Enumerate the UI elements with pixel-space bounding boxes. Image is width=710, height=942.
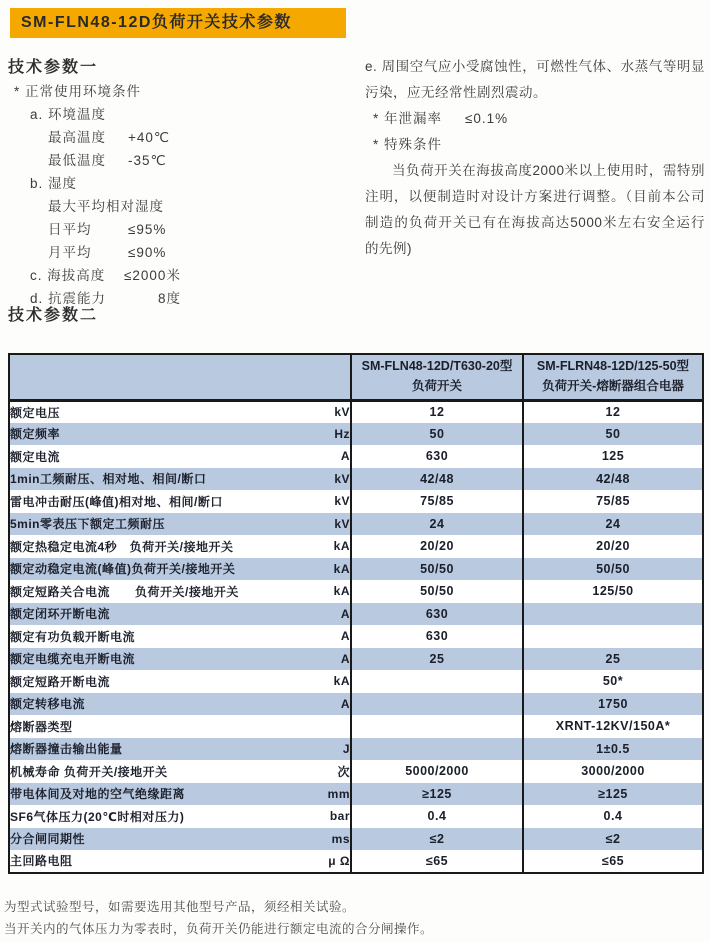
param-name: 1min工频耐压、相对地、相间/断口 [9, 468, 299, 491]
param-name: 额定电缆充电开断电流 [9, 648, 299, 671]
item-label: d. 抗震能力 [30, 291, 107, 306]
param-unit: ms [299, 828, 351, 851]
value-fuse-combo: 12 [523, 400, 703, 423]
param-unit: mm [299, 783, 351, 806]
value-load-switch: 630 [351, 445, 523, 468]
value-fuse-combo: 50/50 [523, 558, 703, 581]
paragraph-ambient-air: e. 周围空气应小受腐蚀性，可燃性气体、水蒸气等明显污染，应无经常性剧烈震动。 [365, 59, 705, 100]
value-load-switch: ≤2 [351, 828, 523, 851]
value-fuse-combo: 125/50 [523, 580, 703, 603]
param-name: 额定电压 [10, 405, 61, 420]
value-fuse-combo: 0.4 [523, 805, 703, 828]
item-label: 最高温度 [48, 130, 106, 145]
param-unit [299, 715, 351, 738]
param-name: 雷电冲击耐压(峰值)相对地、相间/断口 [10, 494, 223, 509]
param-name: 熔断器撞击输出能量 [9, 738, 299, 761]
header-model-line: SM-FLN48-12D/T630-20型 [361, 359, 513, 374]
table-row [9, 423, 703, 446]
table-row [9, 715, 703, 738]
table-row [9, 805, 703, 828]
value-load-switch [351, 670, 523, 693]
param-unit: A [299, 603, 351, 626]
section-heading-params-2: 技术参数二 [8, 307, 99, 324]
value-fuse-combo: 1±0.5 [523, 738, 703, 761]
value-fuse-combo: 42/48 [523, 468, 703, 491]
value-fuse-combo [523, 625, 703, 648]
param-name: 额定闭环开断电流 [9, 603, 299, 626]
table-row [9, 468, 703, 491]
table-row [9, 850, 703, 873]
value-load-switch [351, 715, 523, 738]
table-row [9, 625, 703, 648]
section-heading-params-1: 技术参数一 [8, 59, 99, 76]
param-name: 5min零表压下额定工频耐压 [9, 513, 299, 536]
value-fuse-combo: XRNT-12KV/150A* [523, 715, 703, 738]
param-name: 带电体间及对地的空气绝缘距离 [9, 783, 299, 806]
footnote: 当开关内的气体压力为零表时，负荷开关仍能进行额定电流的合分闸操作。 [4, 922, 434, 936]
list-item [10, 264, 360, 287]
item-value: ≤90% [128, 245, 167, 260]
param-unit: bar [329, 809, 350, 824]
param-unit: kV [334, 405, 350, 419]
param-unit: kV [299, 468, 351, 491]
param-name: SF6气体压力(20℃时相对压力) [10, 809, 185, 824]
item-value: ≤95% [128, 222, 167, 237]
value-load-switch: 50/50 [351, 580, 523, 603]
param-name: 分合闸同期性 [9, 828, 299, 851]
item-label: 日平均 [48, 222, 92, 237]
value-fuse-combo: ≥125 [523, 783, 703, 806]
value-fuse-combo [523, 603, 703, 626]
env-conditions-notes [365, 54, 705, 262]
item-label: 月平均 [48, 245, 92, 260]
paragraph-special-conditions: 当负荷开关在海拔高度2000米以上使用时，需特别注明，以便制造时对设计方案进行调整。（目前本公司制造的负荷开关已有在海拔高达5000米左右安全运行的先例) [365, 163, 705, 256]
list-item [10, 126, 360, 149]
header-model-line: SM-FLRN48-12D/125-50型 [536, 359, 690, 374]
table-row [9, 648, 703, 671]
special-conditions-label: * 特殊条件 [373, 137, 443, 152]
value-fuse-combo: 20/20 [523, 535, 703, 558]
param-unit: μ Ω [328, 853, 350, 868]
table-row [9, 783, 703, 806]
param-name: 额定频率 [9, 423, 299, 446]
param-unit: kA [333, 539, 350, 554]
list-item [10, 149, 360, 172]
param-name: 额定短路开断电流 [10, 674, 111, 689]
table-row [9, 513, 703, 536]
value-load-switch [351, 693, 523, 716]
value-fuse-combo: 1750 [523, 693, 703, 716]
table-row [9, 828, 703, 851]
footnote: 为型式试验型号，如需要选用其他型号产品，须经相关试验。 [4, 900, 356, 914]
header-type-line: 负荷开关-熔断器组合电器 [542, 378, 684, 393]
value-fuse-combo: 25 [523, 648, 703, 671]
footnotes [4, 896, 433, 940]
param-unit: 次 [337, 764, 350, 779]
param-unit: kA [333, 674, 350, 689]
item-label: c. 海拔高度 [30, 268, 106, 283]
value-load-switch: 50/50 [351, 558, 523, 581]
value-load-switch: 20/20 [351, 535, 523, 558]
table-row [9, 738, 703, 761]
value-fuse-combo: ≤65 [523, 850, 703, 873]
header-empty-cell [9, 354, 351, 400]
env-conditions-list [10, 80, 360, 310]
table-row [9, 490, 703, 513]
param-unit: kA [333, 584, 350, 599]
list-item: * 正常使用环境条件 [14, 84, 142, 99]
list-item [10, 103, 360, 126]
param-unit: A [299, 648, 351, 671]
value-load-switch [351, 738, 523, 761]
value-load-switch: 75/85 [351, 490, 523, 513]
list-item [10, 241, 360, 264]
header-type-line: 负荷开关 [411, 378, 462, 393]
value-load-switch: 630 [351, 603, 523, 626]
value-load-switch: 0.4 [351, 805, 523, 828]
table-row [9, 670, 703, 693]
item-label: 最低温度 [48, 153, 106, 168]
value-fuse-combo: 75/85 [523, 490, 703, 513]
list-item [10, 172, 360, 195]
value-fuse-combo: 24 [523, 513, 703, 536]
param-unit: J [299, 738, 351, 761]
item-value: 8度 [158, 291, 182, 306]
list-item [10, 218, 360, 241]
header-col-fuse-combo [523, 354, 703, 400]
param-name: 机械寿命 负荷开关/接地开关 [10, 764, 168, 779]
value-load-switch: 50 [351, 423, 523, 446]
param-unit: kV [334, 494, 350, 509]
param-unit: kA [299, 558, 351, 581]
param-name: 额定动稳定电流(峰值)负荷开关/接地开关 [9, 558, 299, 581]
param-name: 额定电流 [10, 449, 61, 464]
value-load-switch: 5000/2000 [351, 760, 523, 783]
param-unit: Hz [299, 423, 351, 446]
table-row [9, 445, 703, 468]
value-load-switch: 630 [351, 625, 523, 648]
item-label: 最大平均相对湿度 [48, 199, 164, 214]
item-label: a. 环境温度 [30, 107, 107, 122]
table-row [9, 400, 703, 423]
table-row [9, 580, 703, 603]
value-fuse-combo: ≤2 [523, 828, 703, 851]
table-row [9, 693, 703, 716]
spec-table [8, 353, 704, 874]
table-row [9, 535, 703, 558]
param-name: 额定转移电流 [9, 693, 299, 716]
item-label: * 年泄漏率 [373, 111, 443, 126]
list-item [10, 195, 360, 218]
value-load-switch: 42/48 [351, 468, 523, 491]
param-unit: kV [299, 513, 351, 536]
param-name: 主回路电阻 [10, 854, 73, 869]
leak-rate-row [365, 106, 705, 132]
header-col-load-switch [351, 354, 523, 400]
item-value: ≤0.1% [465, 111, 509, 126]
value-fuse-combo: 50* [523, 670, 703, 693]
page-title: SM-FLN48-12D负荷开关技术参数 [10, 8, 346, 38]
item-label: b. 湿度 [30, 176, 78, 191]
param-name: 额定短路关合电流 负荷开关/接地开关 [10, 584, 239, 599]
item-value: -35℃ [128, 153, 167, 168]
item-value: ≤2000米 [124, 268, 181, 283]
table-row [9, 558, 703, 581]
param-unit: A [340, 629, 350, 644]
param-name: 额定有功负载开断电流 [10, 629, 136, 644]
param-unit: A [299, 693, 351, 716]
value-load-switch: ≤65 [351, 850, 523, 873]
item-value: +40℃ [128, 130, 171, 145]
param-unit: A [340, 449, 350, 464]
value-fuse-combo: 50 [523, 423, 703, 446]
spec-table-body [9, 400, 703, 873]
param-name: 熔断器类型 [10, 719, 73, 734]
value-load-switch: 12 [351, 400, 523, 423]
table-header-row [9, 354, 703, 400]
value-load-switch: 24 [351, 513, 523, 536]
param-name: 额定热稳定电流4秒 负荷开关/接地开关 [10, 539, 234, 554]
table-row [9, 603, 703, 626]
value-load-switch: 25 [351, 648, 523, 671]
table-row [9, 760, 703, 783]
value-load-switch: ≥125 [351, 783, 523, 806]
value-fuse-combo: 125 [523, 445, 703, 468]
value-fuse-combo: 3000/2000 [523, 760, 703, 783]
